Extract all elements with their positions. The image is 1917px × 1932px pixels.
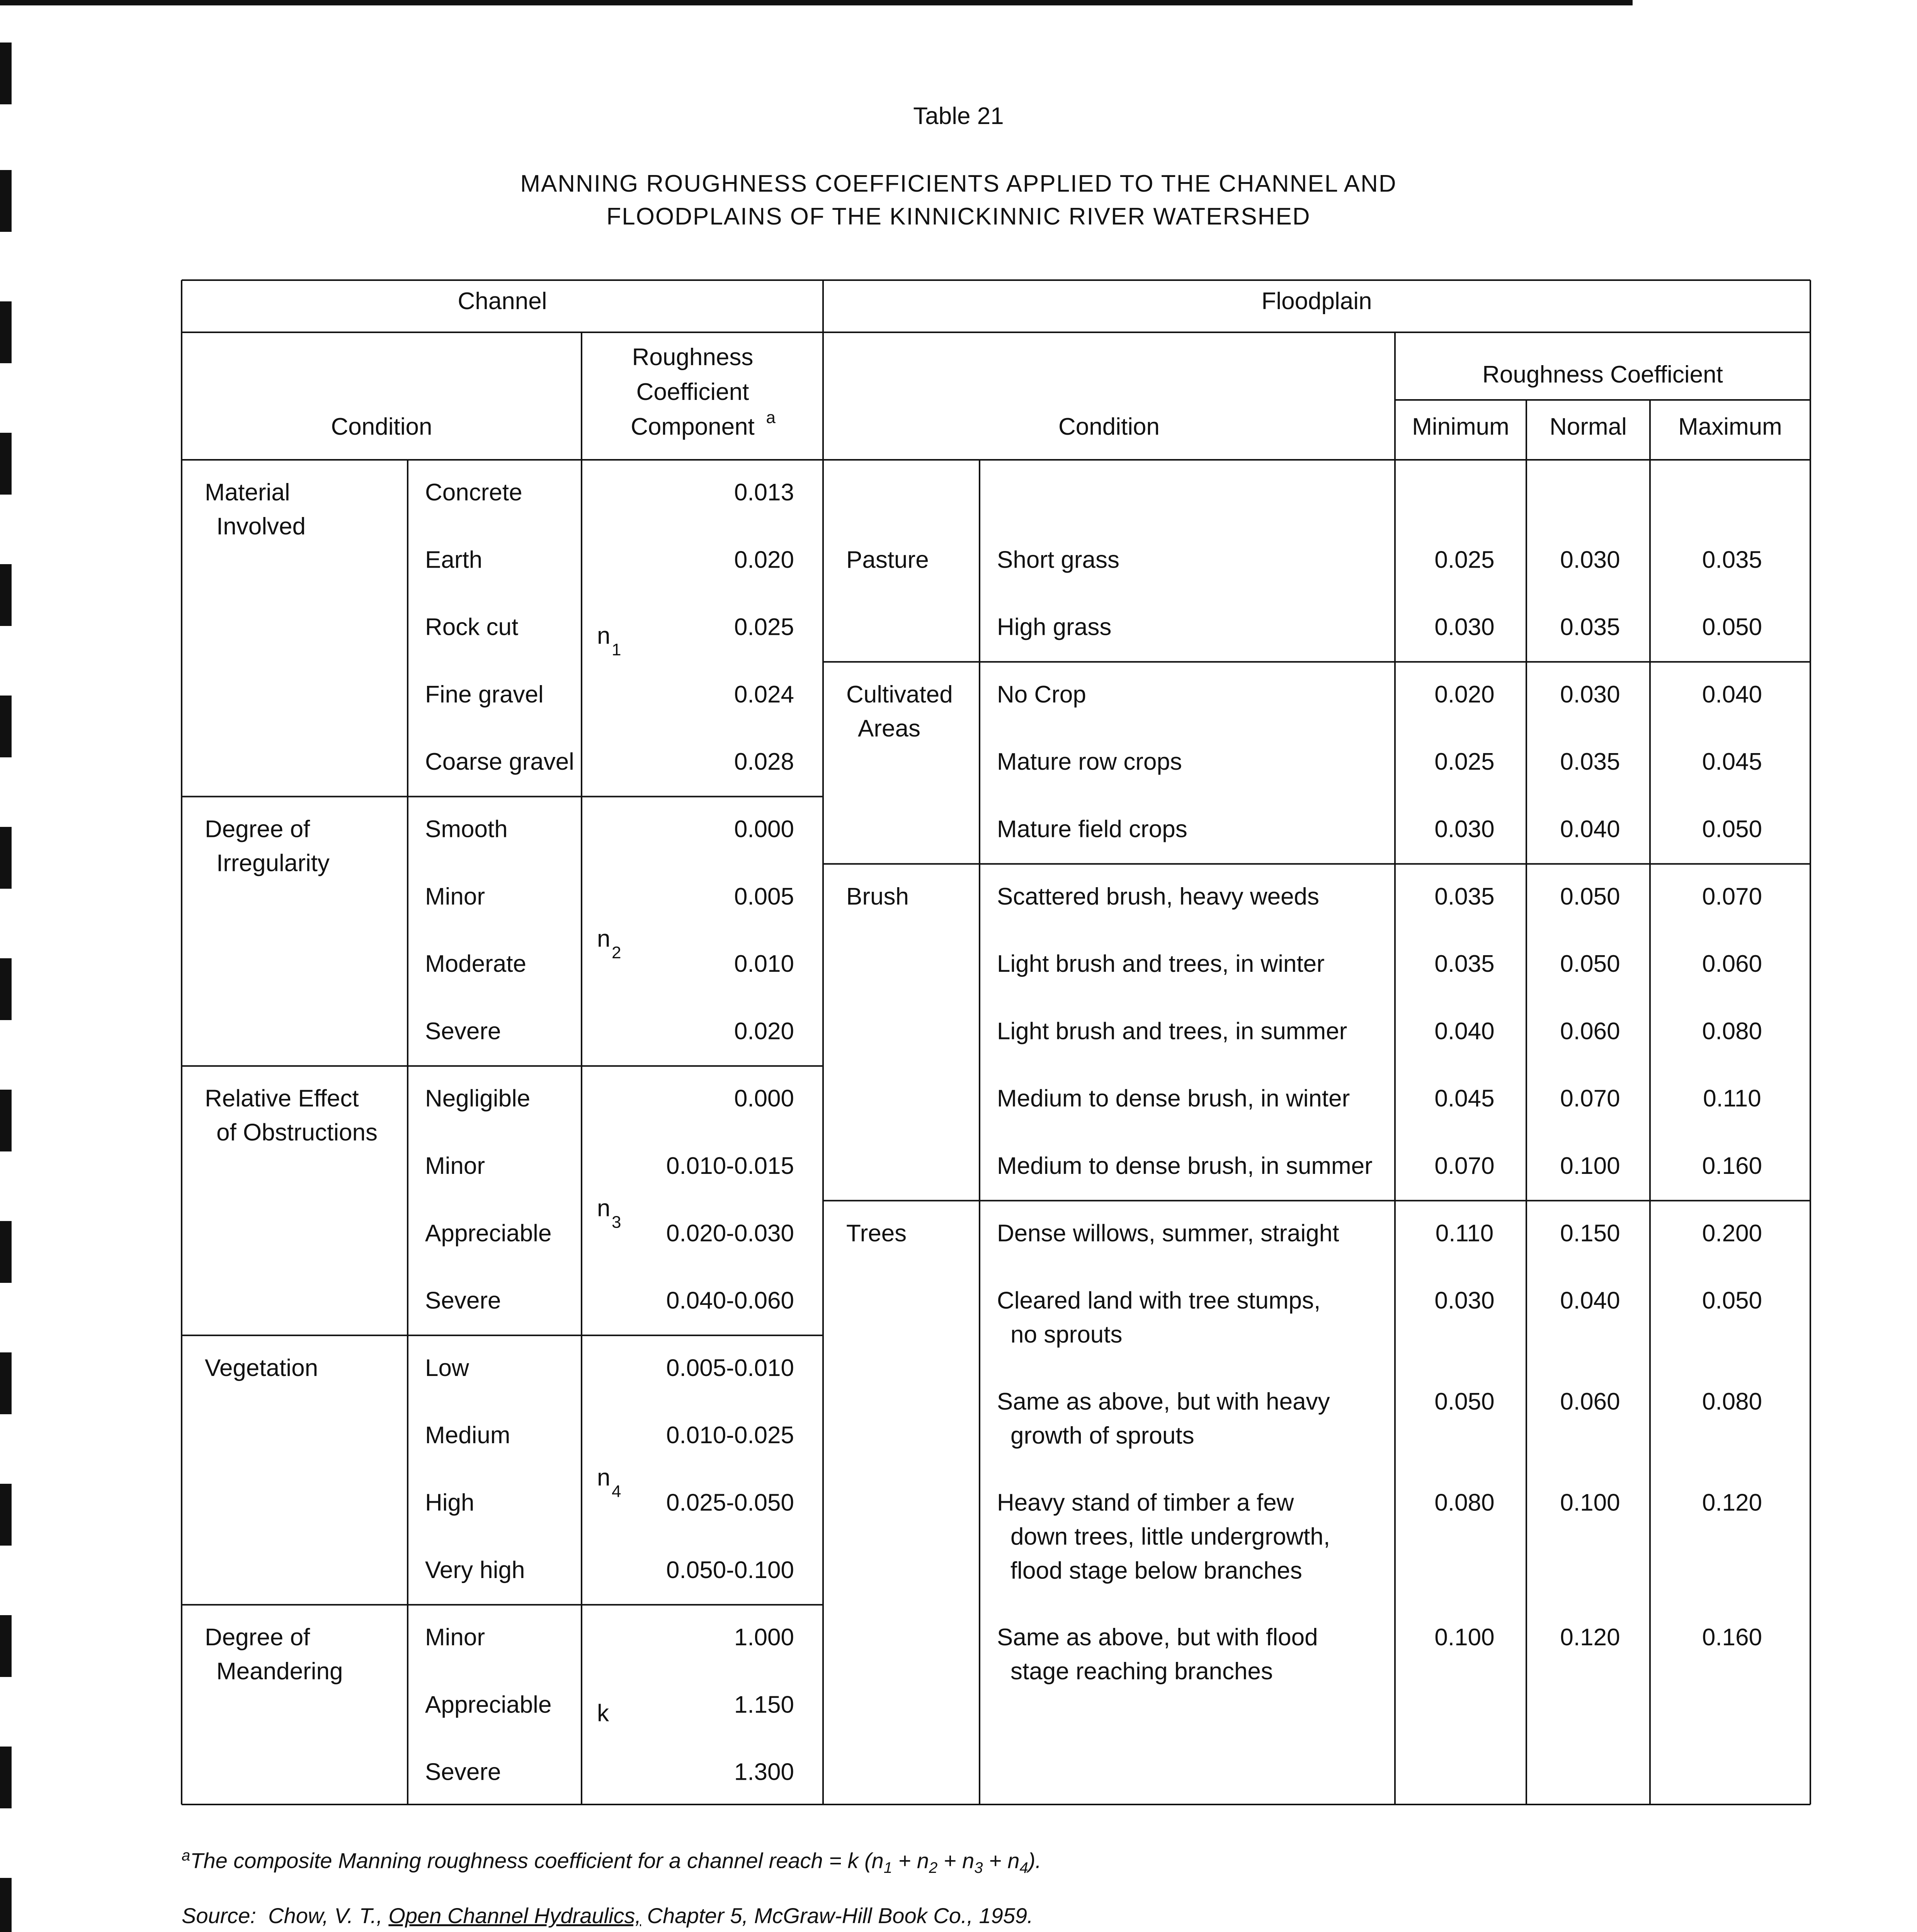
floodplain-condition: Same as above, but with flood: [997, 1624, 1318, 1651]
table-title-line-1: MANNING ROUGHNESS COEFFICIENTS APPLIED TO THE CHANNEL AND: [520, 170, 1397, 197]
channel-value: 1.150: [734, 1691, 794, 1718]
normal-value: 0.060: [1560, 1388, 1620, 1415]
minimum-value: 0.035: [1434, 951, 1495, 978]
channel-value: 0.020: [734, 1018, 794, 1045]
channel-value: 0.005-0.010: [666, 1354, 794, 1381]
floodplain-condition: Same as above, but with heavy: [997, 1388, 1330, 1415]
maximum-value: 0.080: [1702, 1018, 1762, 1045]
channel-value: 0.013: [734, 479, 794, 506]
floodplain-condition: growth of sprouts: [1010, 1422, 1194, 1449]
table-title-line-2: FLOODPLAINS OF THE KINNICKINNIC RIVER WATERSHED: [606, 203, 1311, 230]
maximum-value: 0.060: [1702, 951, 1762, 978]
channel-condition: Minor: [425, 883, 485, 910]
floodplain-condition: stage reaching branches: [1010, 1658, 1273, 1685]
footnote-sub: 3: [974, 1859, 983, 1876]
component-header: Component: [631, 413, 755, 440]
floodplain-group-label: Cultivated: [846, 681, 953, 708]
source-citation: [182, 1903, 1033, 1928]
footnote-close: ).: [1028, 1848, 1041, 1873]
channel-value: 0.010-0.025: [666, 1422, 794, 1449]
floodplain-condition: Light brush and trees, in summer: [997, 1018, 1347, 1045]
floodplain-condition: down trees, little undergrowth,: [1010, 1523, 1330, 1550]
minimum-value: 0.040: [1434, 1018, 1495, 1045]
floodplain-condition: Cleared land with tree stumps,: [997, 1287, 1321, 1314]
maximum-value: 0.035: [1702, 546, 1762, 573]
channel-value: 0.028: [734, 748, 794, 776]
floodplain-group-label: Brush: [846, 883, 909, 910]
channel-condition: Minor: [425, 1153, 485, 1179]
channel-symbol: n: [597, 1464, 611, 1491]
channel-value: 0.024: [734, 681, 794, 708]
channel-condition: Low: [425, 1354, 469, 1381]
maximum-value: 0.160: [1702, 1624, 1762, 1651]
maximum-value: 0.200: [1702, 1220, 1762, 1247]
normal-value: 0.050: [1560, 883, 1620, 910]
channel-condition: Rock cut: [425, 614, 519, 641]
normal-value: 0.150: [1560, 1220, 1620, 1247]
floodplain-group-label: Trees: [846, 1220, 907, 1247]
channel-condition: Severe: [425, 1287, 501, 1314]
channel-condition: Severe: [425, 1018, 501, 1045]
channel-value: 0.010-0.015: [666, 1153, 794, 1179]
floodplain-group-label: Areas: [858, 715, 920, 742]
maximum-value: 0.080: [1702, 1388, 1762, 1415]
channel-value: 0.010: [734, 951, 794, 978]
minimum-value: 0.025: [1434, 748, 1495, 776]
minimum-header: Minimum: [1412, 413, 1509, 440]
minimum-value: 0.080: [1434, 1489, 1495, 1516]
maximum-value: 0.110: [1703, 1085, 1761, 1112]
minimum-value: 0.025: [1434, 546, 1495, 573]
minimum-value: 0.050: [1434, 1388, 1495, 1415]
maximum-value: 0.070: [1702, 883, 1762, 910]
channel-value: 0.005: [734, 883, 794, 910]
channel-group-label: Involved: [216, 513, 306, 540]
floodplain-condition: flood stage below branches: [1010, 1557, 1302, 1584]
normal-value: 0.035: [1560, 614, 1620, 641]
channel-group-label: Relative Effect: [205, 1085, 359, 1112]
channel-condition: Minor: [425, 1624, 485, 1651]
floodplain-condition: No Crop: [997, 681, 1086, 708]
channel-group-label: of Obstructions: [216, 1119, 378, 1146]
channel-value: 1.000: [734, 1624, 794, 1651]
channel-condition: Negligible: [425, 1085, 531, 1112]
channel-value: 0.020-0.030: [666, 1220, 794, 1247]
footnote-mark: a: [182, 1847, 191, 1864]
normal-value: 0.050: [1560, 951, 1620, 978]
floodplain-condition: Heavy stand of timber a few: [997, 1489, 1294, 1516]
normal-value: 0.040: [1560, 816, 1620, 843]
maximum-value: 0.120: [1702, 1489, 1762, 1516]
maximum-value: 0.160: [1702, 1153, 1762, 1179]
floodplain-condition: Mature field crops: [997, 816, 1187, 843]
channel-symbol-sub: 2: [612, 943, 621, 963]
normal-value: 0.120: [1560, 1624, 1620, 1651]
floodplain-condition: Short grass: [997, 546, 1120, 573]
maximum-value: 0.040: [1702, 681, 1762, 708]
channel-group-label: Irregularity: [216, 850, 330, 877]
maximum-value: 0.045: [1702, 748, 1762, 776]
channel-symbol: n: [597, 622, 611, 649]
normal-header: Normal: [1550, 413, 1627, 440]
channel-condition: Concrete: [425, 479, 522, 506]
coefficient-header: Roughness Coefficient: [1482, 361, 1723, 388]
channel-symbol-sub: 1: [612, 640, 621, 659]
source-prefix: Source: Chow, V. T.,: [182, 1903, 389, 1928]
channel-condition: Smooth: [425, 816, 508, 843]
floodplain-condition: Light brush and trees, in winter: [997, 951, 1325, 978]
channel-value: 0.000: [734, 816, 794, 843]
floodplain-header: Floodplain: [1261, 288, 1372, 315]
source-title: Open Channel Hydraulics,: [388, 1903, 641, 1928]
minimum-value: 0.030: [1434, 1287, 1495, 1314]
channel-symbol: k: [597, 1700, 609, 1727]
component-header: Roughness: [632, 344, 754, 371]
channel-value: 0.020: [734, 546, 794, 573]
channel-value: 0.050-0.100: [666, 1556, 794, 1583]
floodplain-condition: Medium to dense brush, in summer: [997, 1153, 1373, 1179]
channel-group-label: Vegetation: [205, 1354, 318, 1381]
floodplain-condition: Dense willows, summer, straight: [997, 1220, 1339, 1247]
channel-group-label: Degree of: [205, 1624, 310, 1651]
channel-condition: Earth: [425, 546, 483, 573]
channel-group-label: Degree of: [205, 816, 310, 843]
channel-condition: Very high: [425, 1556, 525, 1583]
channel-condition: Appreciable: [425, 1220, 552, 1247]
minimum-value: 0.110: [1435, 1220, 1494, 1247]
footnote-plus: + n: [983, 1848, 1020, 1873]
channel-condition: Medium: [425, 1422, 510, 1449]
channel-group-label: Meandering: [216, 1658, 343, 1685]
maximum-header: Maximum: [1678, 413, 1782, 440]
maximum-value: 0.050: [1702, 816, 1762, 843]
minimum-value: 0.030: [1434, 816, 1495, 843]
component-footnote-mark: a: [766, 408, 776, 427]
floodplain-condition: Mature row crops: [997, 748, 1182, 776]
channel-value: 0.025: [734, 614, 794, 641]
floodplain-condition: High grass: [997, 614, 1112, 641]
floodplain-group-label: Pasture: [846, 546, 929, 573]
minimum-value: 0.045: [1434, 1085, 1495, 1112]
minimum-value: 0.100: [1434, 1624, 1495, 1651]
normal-value: 0.030: [1560, 546, 1620, 573]
maximum-value: 0.050: [1702, 614, 1762, 641]
table-number: Table 21: [913, 103, 1004, 129]
footnote-sub: 2: [929, 1859, 938, 1876]
floodplain-condition-header: Condition: [1058, 413, 1160, 440]
channel-condition: Severe: [425, 1759, 501, 1786]
channel-value: 1.300: [734, 1759, 794, 1786]
footnote-text: The composite Manning roughness coefficient for a channel reach = k (n: [190, 1848, 884, 1873]
component-header: Coefficient: [636, 379, 749, 405]
channel-symbol-sub: 4: [612, 1482, 621, 1501]
normal-value: 0.070: [1560, 1085, 1620, 1112]
channel-condition: Appreciable: [425, 1691, 552, 1718]
minimum-value: 0.070: [1434, 1153, 1495, 1179]
binding-mark: [0, 1878, 12, 1932]
floodplain-condition: no sprouts: [1010, 1321, 1123, 1348]
normal-value: 0.035: [1560, 748, 1620, 776]
channel-value: 0.040-0.060: [666, 1287, 794, 1314]
minimum-value: 0.035: [1434, 883, 1495, 910]
normal-value: 0.100: [1560, 1153, 1620, 1179]
channel-symbol-sub: 3: [612, 1213, 621, 1232]
channel-header: Channel: [458, 288, 547, 315]
channel-condition: High: [425, 1489, 475, 1516]
normal-value: 0.040: [1560, 1287, 1620, 1314]
normal-value: 0.060: [1560, 1018, 1620, 1045]
footnote-plus: + n: [937, 1848, 975, 1873]
maximum-value: 0.050: [1702, 1287, 1762, 1314]
floodplain-condition: Scattered brush, heavy weeds: [997, 883, 1320, 910]
floodplain-condition: Medium to dense brush, in winter: [997, 1085, 1350, 1112]
channel-value: 0.025-0.050: [666, 1489, 794, 1516]
channel-symbol: n: [597, 1195, 611, 1222]
channel-symbol: n: [597, 925, 611, 952]
channel-condition: Fine gravel: [425, 681, 544, 708]
channel-condition: Moderate: [425, 951, 526, 978]
minimum-value: 0.030: [1434, 614, 1495, 641]
footnote-sub: 1: [883, 1859, 893, 1876]
footnote-plus: + n: [892, 1848, 929, 1873]
normal-value: 0.030: [1560, 681, 1620, 708]
channel-group-label: Material: [205, 479, 290, 506]
normal-value: 0.100: [1560, 1489, 1620, 1516]
channel-condition: Coarse gravel: [425, 748, 574, 776]
footnote: [182, 1847, 1041, 1877]
channel-condition-header: Condition: [331, 413, 432, 440]
footnote-sub: 4: [1019, 1859, 1028, 1876]
channel-value: 0.000: [734, 1085, 794, 1112]
source-suffix: Chapter 5, McGraw-Hill Book Co., 1959.: [641, 1903, 1033, 1928]
minimum-value: 0.020: [1434, 681, 1495, 708]
